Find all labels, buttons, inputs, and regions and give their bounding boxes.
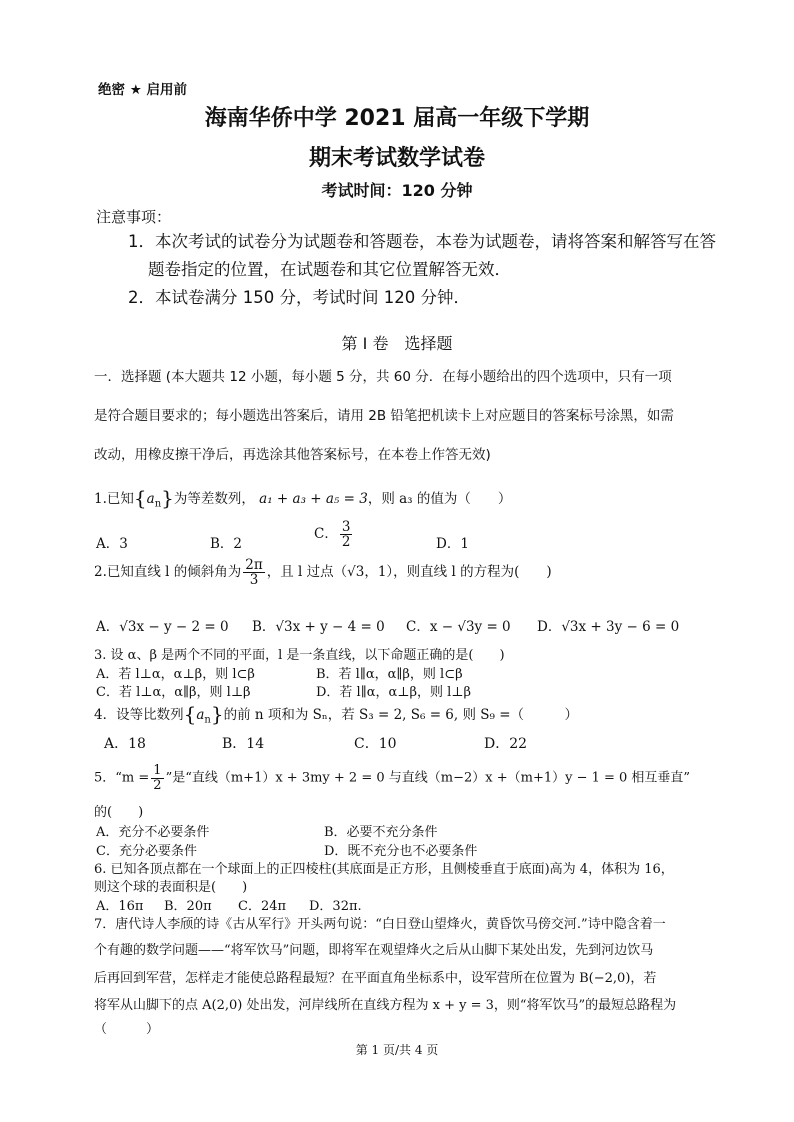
notice-item-2: 2．本试卷满分 150 分，考试时间 120 分钟． bbox=[128, 288, 470, 307]
q1-option-a: A．3 bbox=[96, 536, 128, 552]
notice-item-1-line-2: 题卷指定的位置，在试题卷和其它位置解答无效． bbox=[148, 260, 511, 279]
q2-option-a: A．√3x − y − 2 = 0 bbox=[96, 619, 229, 635]
question-3-stem: 3. 设 α、β 是两个不同的平面，l 是一条直线，以下命题正确的是( ) bbox=[94, 648, 505, 663]
q6-option-a: A．16π bbox=[96, 899, 144, 914]
question-1-stem bbox=[94, 486, 511, 510]
q5-frac-den: 2 bbox=[153, 777, 162, 793]
question-7-line-2: 个有趣的数学问题——“将军饮马”问题，即将军在观望烽火之后从山脚下某处出发，先到河边饮马 bbox=[94, 943, 654, 958]
q1-option-d: D．1 bbox=[436, 536, 469, 552]
q5-line-2: 的( ) bbox=[94, 805, 144, 820]
page-footer: 第 1 页/共 4 页 bbox=[355, 1043, 439, 1057]
q1-prefix: 1.已知 bbox=[94, 491, 134, 507]
question-4-stem: 4．设等比数列$\{a_n\}$的前 n 项和为 Sₙ，若 S₃ = 2, S₆ = 6, 则 S₉ =（ ） bbox=[94, 702, 579, 726]
q3-option-d: D．若 l∥α，α⊥β，则 l⊥β bbox=[316, 685, 472, 700]
q4-option-d: D．22 bbox=[484, 736, 528, 752]
q5-option-c: C．充分必要条件 bbox=[96, 844, 197, 859]
question-7-line-4: 将军从山脚下的点 A(2,0) 处出发，河岸线所在直线方程为 x + y = 3，则“将军饮马”的最短总路程为 bbox=[94, 998, 677, 1013]
section-title: 第 Ⅰ 卷 选择题 bbox=[341, 334, 453, 353]
question-2-stem bbox=[94, 558, 552, 587]
q4-mid: 的前 n 项和为 Sₙ，若 S₃ = 2, S₆ = 6, 则 S₉ =（ ） bbox=[223, 707, 579, 723]
notice-heading: 注意事项： bbox=[96, 208, 172, 226]
q4-option-c: C．10 bbox=[354, 736, 397, 752]
q6-option-d: D．32π. bbox=[309, 899, 362, 914]
question-7-line-5: （ ） bbox=[94, 1022, 160, 1037]
q3-option-b: B．若 l∥α，α∥β，则 l⊂β bbox=[316, 667, 463, 682]
q4-option-b: B．14 bbox=[222, 736, 265, 752]
question-6-line-1: 6. 已知各顶点都在一个球面上的正四棱柱(其底面是正方形，且侧棱垂直于底面)高为 4，体积为 16， bbox=[94, 862, 674, 877]
q5-option-d: D．既不充分也不必要条件 bbox=[324, 844, 478, 859]
q2-prefix: 2.已知直线 l 的倾斜角为 bbox=[94, 564, 242, 581]
section-intro-line-3: 改动，用橡皮擦干净后，再选涂其他答案标号，在本卷上作答无效) bbox=[94, 447, 491, 463]
question-5-stem bbox=[94, 764, 690, 792]
question-7-line-1: 7．唐代诗人李颀的诗《古从军行》开头两句说：“白日登山望烽火，黄昏饮马傍交河.”诗中隐含着一 bbox=[94, 917, 666, 932]
q3-option-a: A．若 l⊥α，α⊥β，则 l⊂β bbox=[96, 667, 255, 682]
q1-c-den: 2 bbox=[341, 534, 351, 551]
q2-frac-den: 3 bbox=[249, 572, 259, 589]
q6-option-b: B．20π bbox=[164, 899, 212, 914]
section-intro-line-1: 一．选择题 (本大题共 12 小题，每小题 5 分，共 60 分．在每小题给出的四个选项中，只有一项 bbox=[94, 369, 672, 385]
exam-time: 考试时间：120 分钟 bbox=[321, 181, 473, 200]
q1-seq: a bbox=[146, 491, 155, 507]
q5-tail: ”是“直线（m+1）x + 3my + 2 = 0 与直线（m−2）x +（m+1）y − 1 = 0 相互垂直” bbox=[165, 770, 691, 786]
q1-tail: ，则 a₃ 的值为（ ） bbox=[367, 491, 512, 507]
q1-seq-sub: n bbox=[154, 498, 162, 510]
q2-option-b: B．√3x + y − 4 = 0 bbox=[252, 619, 385, 635]
q5-option-a: A．充分不必要条件 bbox=[96, 825, 210, 840]
section-intro-line-2: 是符合题目要求的；每小题选出答案后，请用 2B 铅笔把机读卡上对应题目的答案标号涂黑，如需 bbox=[94, 408, 674, 424]
q5-option-b: B．必要不充分条件 bbox=[324, 825, 438, 840]
title-line-2: 期末考试数学试卷 bbox=[308, 146, 485, 171]
q1-option-b: B．2 bbox=[210, 536, 243, 552]
right-brace-glyph: } bbox=[161, 486, 174, 510]
q1-mid: 为等差数列， bbox=[173, 491, 255, 507]
notice-item-1-line-1: 1．本次考试的试卷分为试题卷和答题卷，本卷为试题卷，请将答案和解答写在答 bbox=[128, 232, 716, 251]
q2-frac-num: 2π bbox=[245, 557, 263, 573]
title-line-1: 海南华侨中学 2021 届高一年级下学期 bbox=[204, 106, 590, 131]
secret-label: 绝密 ★ 启用前 bbox=[98, 82, 188, 98]
right-brace-glyph: } bbox=[210, 702, 224, 726]
q6-option-c: C．24π bbox=[238, 899, 287, 914]
q3-option-c: C．若 l⊥α，α∥β，则 l⊥β bbox=[96, 685, 251, 700]
q2-option-d: D．√3x + 3y − 6 = 0 bbox=[537, 619, 680, 635]
left-brace-glyph: { bbox=[183, 702, 197, 726]
q2-tail: ，且 l 过点（√3，1），则直线 l 的方程为( ) bbox=[266, 564, 552, 581]
q4-option-a: A．18 bbox=[104, 736, 146, 752]
q1-c-num: 3 bbox=[341, 519, 351, 535]
question-6-line-2: 则这个球的表面积是( ) bbox=[94, 880, 248, 895]
q4-prefix: 4．设等比数列 bbox=[94, 707, 184, 723]
q2-option-c: C．x − √3y = 0 bbox=[406, 619, 511, 635]
q5-frac-num: 1 bbox=[153, 763, 162, 778]
q5-prefix: 5．“m = bbox=[94, 770, 150, 786]
left-brace-glyph: { bbox=[133, 486, 147, 510]
question-7-line-3: 后再回到军营，怎样走才能使总路程最短？在平面直角坐标系中，设军营所在位置为 B(−2,0)，若 bbox=[94, 971, 657, 986]
q1-option-c-label: C． bbox=[314, 526, 338, 543]
q1-equation: a₁ + a₃ + a₅ = 3 bbox=[259, 491, 368, 507]
q1-option-c bbox=[314, 520, 354, 549]
